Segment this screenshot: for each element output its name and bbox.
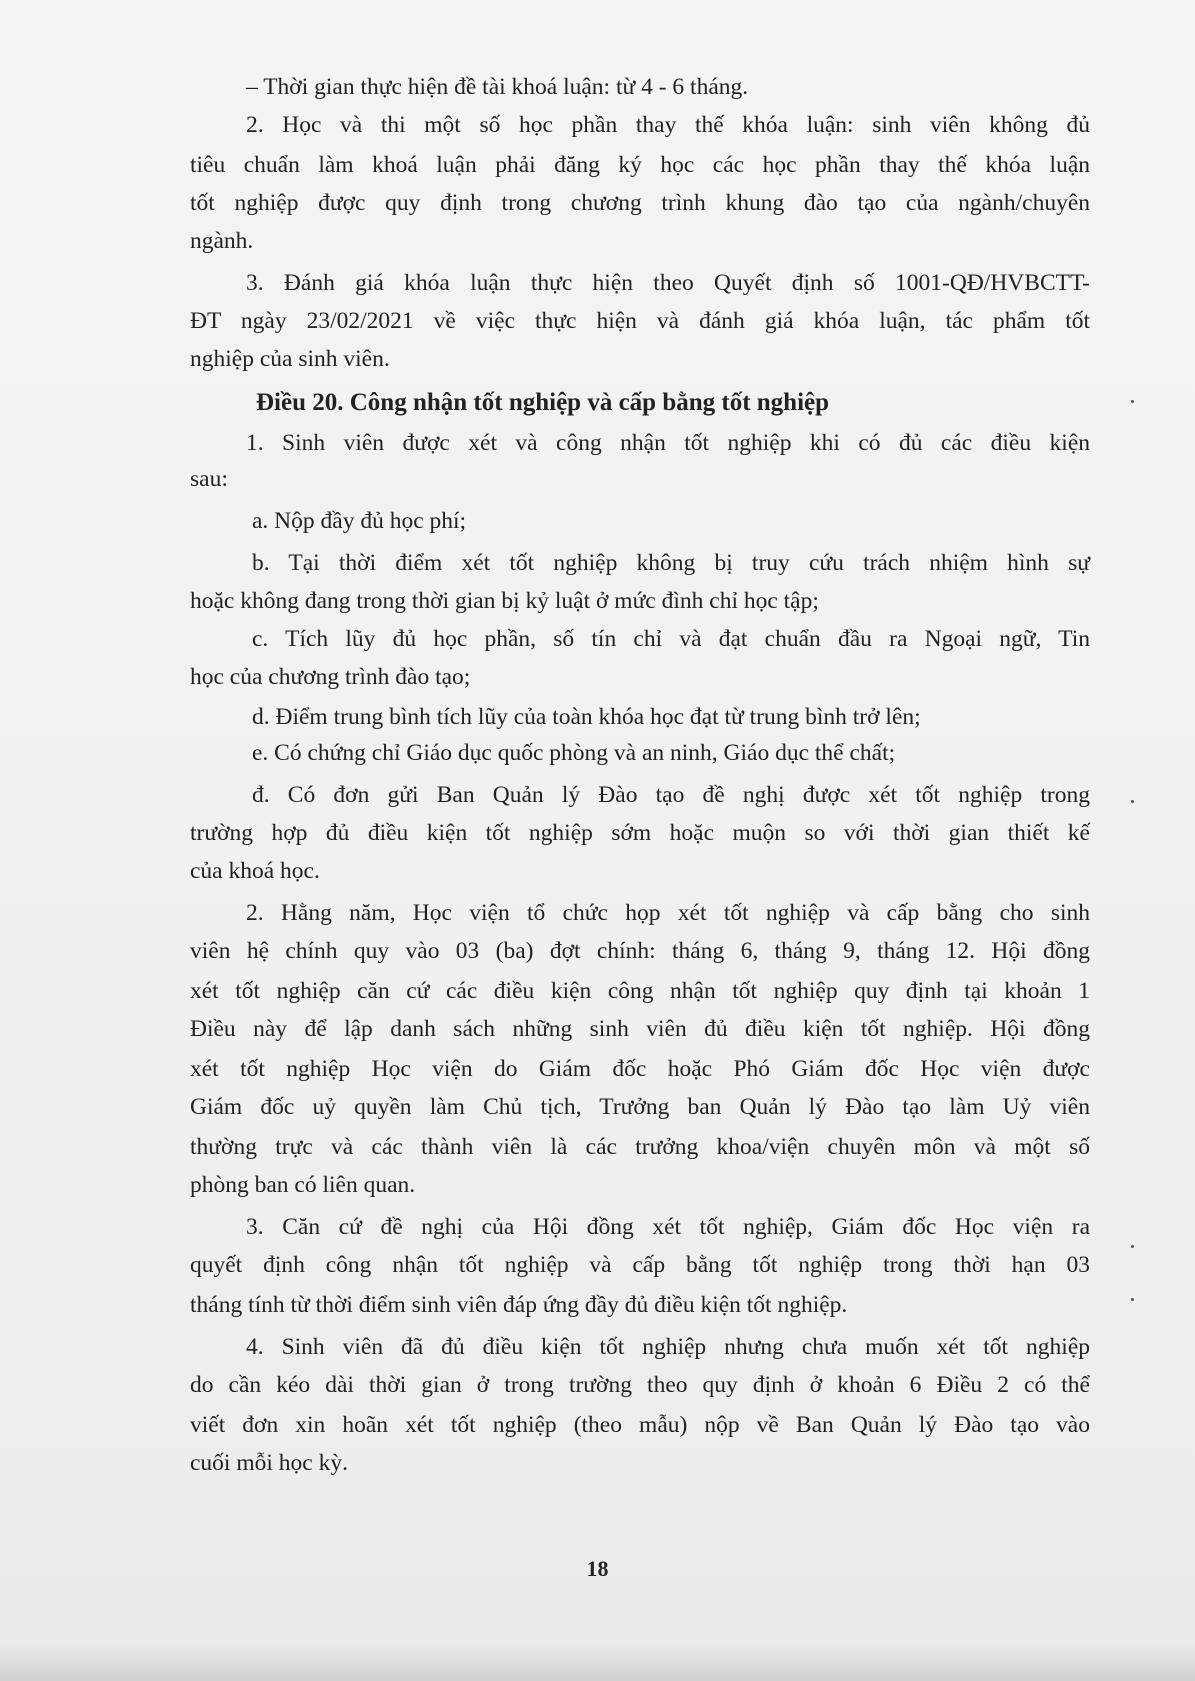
text-line: viết đơn xin hoãn xét tốt nghiệp (theo mẫu) nộp về Ban Quản lý Đào tạo vào	[190, 1412, 1090, 1438]
text-line: viên hệ chính quy vào 03 (ba) đợt chính: tháng 6, tháng 9, tháng 12. Hội đồng	[190, 938, 1090, 964]
text-line: trường hợp đủ điều kiện tốt nghiệp sớm hoặc muộn so với thời gian thiết kế	[190, 820, 1090, 846]
text-line: 2. Học và thi một số học phần thay thế khóa luận: sinh viên không đủ	[246, 112, 1090, 138]
text-line: tháng tính từ thời điểm sinh viên đáp ứng đầy đủ điều kiện tốt nghiệp.	[190, 1292, 848, 1318]
text-line: ĐT ngày 23/02/2021 về việc thực hiện và đánh giá khóa luận, tác phẩm tốt	[190, 308, 1090, 334]
text-line: thường trực và các thành viên là các trưởng khoa/viện chuyên môn và một số	[190, 1134, 1090, 1160]
text-line: e. Có chứng chỉ Giáo dục quốc phòng và an ninh, Giáo dục thể chất;	[252, 740, 896, 766]
text-line: tiêu chuẩn làm khoá luận phải đăng ký học các học phần thay thế khóa luận	[190, 152, 1090, 178]
text-line: nghiệp của sinh viên.	[190, 346, 390, 372]
text-line: 3. Căn cứ đề nghị của Hội đồng xét tốt nghiệp, Giám đốc Học viện ra	[246, 1214, 1090, 1240]
paper-speck	[1131, 1245, 1134, 1248]
text-line: d. Điểm trung bình tích lũy của toàn khóa học đạt từ trung bình trở lên;	[252, 704, 921, 730]
page-number: 18	[586, 1556, 609, 1581]
text-line: học của chương trình đào tạo;	[190, 664, 471, 690]
text-line: 1. Sinh viên được xét và công nhận tốt nghiệp khi có đủ các điều kiện	[246, 430, 1090, 456]
paper-speck	[1131, 1298, 1134, 1301]
text-line: của khoá học.	[190, 858, 320, 884]
text-line: do cần kéo dài thời gian ở trong trường theo quy định ở khoản 6 Điều 2 có thể	[190, 1372, 1090, 1398]
text-line: đ. Có đơn gửi Ban Quản lý Đào tạo đề nghị được xét tốt nghiệp trong	[252, 782, 1090, 808]
text-line: xét tốt nghiệp Học viện do Giám đốc hoặc Phó Giám đốc Học viện được	[190, 1056, 1090, 1082]
paper-speck	[1131, 400, 1134, 403]
text-line: xét tốt nghiệp căn cứ các điều kiện công nhận tốt nghiệp quy định tại khoản 1	[190, 978, 1090, 1004]
text-line: cuối mỗi học kỳ.	[190, 1450, 348, 1476]
article-heading: Điều 20. Công nhận tốt nghiệp và cấp bằng tốt nghiệp	[256, 389, 830, 416]
text-line: hoặc không đang trong thời gian bị kỷ luật ở mức đình chỉ học tập;	[190, 588, 819, 614]
text-line: c. Tích lũy đủ học phần, số tín chỉ và đạt chuẩn đầu ra Ngoại ngữ, Tin	[252, 626, 1090, 652]
text-line: tốt nghiệp được quy định trong chương trình khung đào tạo của ngành/chuyên	[190, 190, 1090, 216]
text-line: 3. Đánh giá khóa luận thực hiện theo Quyết định số 1001-QĐ/HVBCTT-	[246, 270, 1090, 296]
text-line: a. Nộp đầy đủ học phí;	[252, 508, 467, 534]
text-line: b. Tại thời điểm xét tốt nghiệp không bị truy cứu trách nhiệm hình sự	[252, 550, 1090, 576]
text-line: quyết định công nhận tốt nghiệp và cấp bằng tốt nghiệp trong thời hạn 03	[190, 1252, 1090, 1278]
text-line: 4. Sinh viên đã đủ điều kiện tốt nghiệp nhưng chưa muốn xét tốt nghiệp	[246, 1334, 1090, 1360]
text-line: – Thời gian thực hiện đề tài khoá luận: từ 4 - 6 tháng.	[246, 74, 749, 100]
paper-speck	[1131, 800, 1134, 803]
text-line: phòng ban có liên quan.	[190, 1172, 416, 1198]
text-line: Điều này để lập danh sách những sinh viên đủ điều kiện tốt nghiệp. Hội đồng	[190, 1016, 1090, 1042]
text-line: ngành.	[190, 228, 254, 254]
text-line: Giám đốc uỷ quyền làm Chủ tịch, Trưởng ban Quản lý Đào tạo làm Uỷ viên	[190, 1094, 1090, 1120]
text-line: sau:	[190, 466, 228, 492]
text-line: 2. Hằng năm, Học viện tổ chức họp xét tốt nghiệp và cấp bằng cho sinh	[246, 900, 1090, 926]
